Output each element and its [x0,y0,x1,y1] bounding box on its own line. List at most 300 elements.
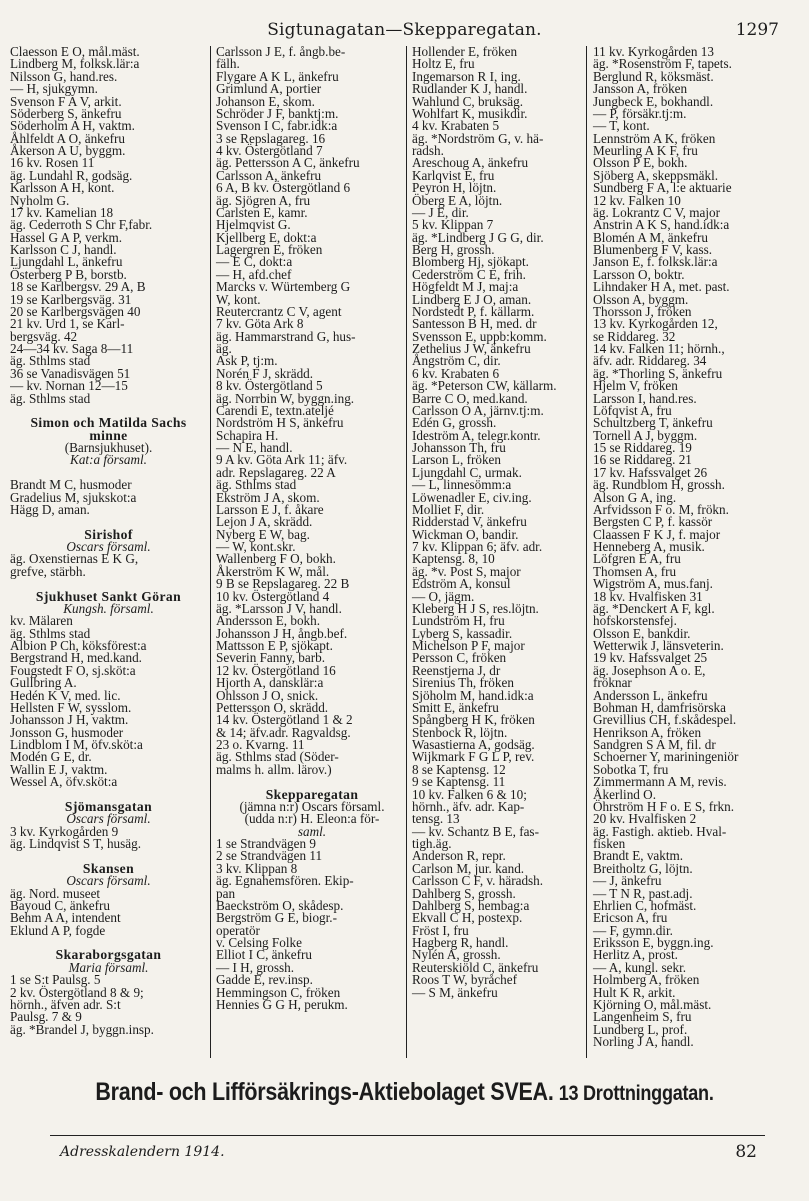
directory-entry: äg. *Thorling S, änkefru [593,365,723,381]
directory-entry: Grimlund A, portier [216,81,322,97]
directory-entry: Söderberg S, änkefru [10,105,122,121]
directory-columns [10,46,800,1058]
directory-entry: 12 kv. Falken 10 [593,192,681,208]
directory-entry: Oscars församl. [66,811,151,827]
directory-entry: Oscars församl. [66,873,151,889]
directory-entry: — E C, dokt:a [216,254,293,270]
directory-entry: Henrikson A, fröken [593,724,702,740]
directory-entry: Hjorth A, dansklär:a [216,675,324,691]
directory-entry: Wahlund C, bruksäg. [412,93,524,109]
directory-entry: Wetterwik J, länsveterin. [593,638,724,653]
directory-entry: — kv. Nornan 12—15 [10,378,128,394]
directory-entry: äg. Egnahemsfören. Ekip- [216,873,354,889]
directory-entry: Eklund A P, fogde [10,922,106,938]
section-heading: Simon och Matilda Sachs [30,415,187,431]
section-heading: Sjukhuset Sankt Göran [35,588,182,604]
directory-entry: 15 se Riddareg. 19 [593,440,692,455]
directory-entry: Söderholm A H, vaktm. [10,118,135,134]
directory-entry: 11 kv. Kyrkogården 13 [593,46,714,59]
directory-entry: äg. *Rosenström F, tapets. [593,56,732,72]
directory-entry: 24—34 kv. Saga 8—11 [10,341,134,356]
directory-entry: Högfeldt M J, maj:a [412,279,519,295]
directory-entry: äg. Sthlms stad (Söder- [216,749,339,765]
directory-entry: Löfqvist A, fru [593,402,672,418]
directory-entry: Larsson I, hand.res. [593,390,697,406]
directory-entry: Wijkmark F G L P, rev. [412,749,535,765]
directory-entry: 14 kv. Falken 11; hörnh., [593,341,725,356]
directory-entry: W, kont. [216,291,261,307]
directory-entry: Jungbeck E, bokhandl. [593,93,714,109]
directory-entry: Wallin E J, vaktm. [10,761,108,777]
directory-entry: Ehrlien C, hofmäst. [593,897,697,913]
directory-entry: Nordstedt P, f. källarm. [412,303,535,319]
directory-entry: Karlqvist E, fru [412,167,495,183]
directory-entry: Gradelius M, sjukskot:a [10,489,137,505]
directory-entry: kv. Mälaren [10,613,73,629]
directory-entry: Wigström A, mus.fanj. [593,576,713,592]
directory-entry: 20 kv. Hvalfisken 2 [593,811,697,827]
directory-entry: Lundberg L, prof. [593,1021,688,1037]
directory-entry: Öberg E A, löjtn. [412,192,503,208]
directory-entry: Baeckström O, skådesp. [216,897,344,913]
directory-entry: Spångberg H K, fröken [412,712,535,728]
directory-entry: Åkerström K W, mål. [216,563,330,579]
directory-entry: Cederström C E, frih. [412,266,526,282]
directory-entry: Smitt E, änkefru [412,699,499,715]
directory-entry: Kjörning O, mål.mäst. [593,996,712,1012]
directory-entry: Sundberg F A, l:e aktuarie [593,180,732,196]
directory-entry: Åkerson A U, byggm. [10,143,126,158]
directory-entry: Svenson I C, fabr.idk:a [216,118,338,134]
directory-entry: 8 kv. Östergötland 5 [216,378,323,394]
directory-entry: Langenheim S, fru [593,1009,692,1025]
directory-entry: äg. Sthlms stad [10,625,91,641]
directory-entry: Hennies G G H, perukm. [216,996,348,1012]
directory-entry: Breitholtz G, löjtn. [593,860,693,876]
directory-entry: 20 se Karlbergsvägen 40 [10,303,141,319]
banner-company: Brand- och Lifförsäkrings-Aktiebolaget SVEA. [95,1078,554,1106]
directory-entry: Tornell A J, byggm. [593,427,698,443]
directory-entry: tigh.äg. [412,836,452,851]
directory-entry: äg. Sthlms stad [10,390,91,406]
directory-entry: äg. Sjögren A, fru [216,192,311,208]
directory-entry: — O, jägm. [412,588,475,604]
directory-entry: Gullbring A. [10,675,77,691]
directory-entry: 2 se Strandvägen 11 [216,848,323,864]
directory-entry: Edström A, konsul [412,576,511,592]
directory-entry: Meurling A K F, fru [593,143,698,158]
directory-entry: Larsson O, boktr. [593,266,685,282]
directory-entry: 4 kv. Krabaten 5 [412,118,500,134]
directory-entry: — W, kont.skr. [216,539,296,554]
directory-entry: äg. Hammarstrand G, hus- [216,328,356,344]
directory-entry: se Riddareg. 32 [593,328,676,344]
directory-entry: Lagergren E, fröken [216,242,323,257]
directory-entry: Hedén K V, med. lic. [10,687,121,703]
directory-entry: Bergstrand H, med.kand. [10,650,142,666]
directory-entry: Bergström G E, biogr.- [216,910,337,926]
directory-entry: Molliet F, dir. [412,501,485,517]
directory-entry: hörnh., äfven adr. S:t [10,996,121,1012]
directory-entry: hofskorstensfej. [593,613,677,629]
directory-entry: Ohlsson J O, snick. [216,687,319,703]
directory-entry: Areschoug A, änkefru [412,155,529,171]
directory-entry: äg. Fastigh. aktieb. Hval- [593,823,727,839]
directory-entry: Svensson E, uppb:komm. [412,328,547,344]
directory-entry: 6 kv. Krabaten 6 [412,365,500,381]
directory-entry: v. Celsing Folke [216,935,302,950]
footer-sheet-number: 82 [735,1142,757,1162]
directory-entry: Anderson R, repr. [412,848,506,864]
directory-entry: äg. Cederroth S Chr F,fabr. [10,217,153,233]
directory-entry: Gadde E, rev.insp. [216,972,313,988]
directory-entry: Blomberg Hj, sjökapt. [412,254,529,270]
directory-entry: pan [216,885,236,901]
directory-entry: Nilsson G, hand.res. [10,68,118,84]
directory-entry: — J, änkefru [593,873,662,889]
directory-entry: Hjelm V, fröken [593,378,678,394]
directory-entry: Eriksson E, byggn.ing. [593,935,714,950]
directory-entry: 2 kv. Östergötland 8 & 9; [10,984,144,1000]
directory-entry: 16 kv. Rosen 11 [10,155,95,171]
directory-entry: Jonsson G, husmoder [10,724,124,740]
directory-entry: äg. [216,341,232,356]
directory-entry: 17 kv. Hafssvalget 26 [593,464,708,480]
directory-entry: Larson L, fröken [412,452,501,468]
directory-entry: Oscars församl. [66,539,151,554]
directory-entry: grefve, stärbh. [10,563,86,579]
directory-entry: Lundström H, fru [412,613,505,629]
directory-entry: 18 kv. Hvalfisken 31 [593,588,703,604]
section-heading: Skepparegatan [265,786,359,802]
directory-entry: Kjellberg E, dokt:a [216,229,317,245]
directory-entry: Brandt M C, husmoder [10,477,132,493]
directory-entry: — T, kont. [593,118,650,134]
directory-entry: Flygare A K L, änkefru [216,68,339,84]
directory-entry: Svenson F A V, arkit. [10,93,122,109]
directory-entry: Edén G, grossh. [412,415,497,431]
directory-entry: Löfgren E A, fru [593,551,681,567]
directory-entry: Ljungdahl L, änkefru [10,254,123,270]
directory-entry: tensg. 13 [412,811,460,827]
directory-entry: Barre C O, med.kand. [412,390,528,406]
directory-entry: äg. Nord. museet [10,885,101,901]
footer-publication: Adresskalendern 1914. [60,1144,225,1160]
directory-entry: Hagberg R, handl. [412,935,509,950]
directory-entry: Michelson P F, major [412,638,525,653]
directory-entry: Holmberg A, fröken [593,972,700,988]
directory-entry: Fougstedt F O, sj.sköt:a [10,662,136,678]
directory-entry: (Barnsjukhuset). [64,440,153,455]
directory-entry: 10 kv. Östergötland 4 [216,588,330,604]
directory-entry: (udda n:r) H. Eleon:a för- [244,811,380,827]
directory-entry: Carendi E, textn.ateljé [216,402,334,418]
directory-entry: Olsson P E, bokh. [593,155,688,171]
section-heading: Skansen [82,860,135,876]
directory-entry: malms h. allm. lärov.) [216,761,332,777]
banner-address: 13 Drottninggatan. [558,1082,714,1105]
directory-entry: Holtz E, fru [412,56,475,72]
directory-entry: Ekvall C H, postexp. [412,910,523,926]
directory-entry: fröknar [593,675,632,691]
directory-entry: äg. *Nordström G, v. hä- [412,130,544,146]
directory-entry: Persson C, fröken [412,650,507,666]
directory-entry: Bayoud C, änkefru [10,897,110,913]
directory-entry: Wickman O, bandir. [412,526,519,542]
directory-entry: Kleberg H J S, res.löjtn. [412,600,539,616]
directory-entry: Kaptensg. 8, 10 [412,551,495,567]
section-heading: Skaraborgsgatan [55,947,162,963]
directory-entry: 1 se S:t Paulsg. 5 [10,972,101,988]
directory-entry: Schröder J F, banktj:m. [216,105,339,121]
directory-entry: Johanson E, skom. [216,93,315,109]
directory-entry: Johansson J H, vaktm. [10,712,129,728]
directory-entry: 13 kv. Kyrkogården 12, [593,316,718,332]
directory-entry: Alson G A, ing. [593,489,677,505]
directory-entry: Hollender E, fröken [412,46,518,59]
directory-entry: Carlsson C F, v. häradsh. [412,873,544,889]
directory-entry: fisken [593,836,626,851]
directory-entry: Åkerlind O. [593,786,656,802]
directory-entry: Modén G E, dr. [10,749,92,765]
directory-entry: Nyberg E W, bag. [216,526,310,542]
directory-entry: Lyberg S, kassadir. [412,625,513,641]
directory-entry: 9 se Kaptensg. 11 [412,774,506,790]
directory-entry: Ridderstad V, änkefru [412,514,527,530]
directory-entry: Lindberg M, folksk.lär:a [10,56,140,72]
directory-entry: Albion P Ch, köksförest:a [10,638,147,653]
directory-entry: Severin Fanny, barb. [216,650,326,666]
directory-entry: Hellsten F W, sysslom. [10,699,132,715]
directory-entry: äg. *Larsson J V, handl. [216,600,342,616]
directory-entry: Elliot I C, änkefru [216,947,312,963]
directory-entry: Wohlfart K, musikdir. [412,105,528,121]
directory-entry: Dahlberg S, grossh. [412,885,516,901]
directory-entry: Claassen F K J, f. major [593,526,721,542]
directory-entry: Åhlfeldt A O, änkefru [10,130,125,146]
directory-entry: Berg H, grossh. [412,242,495,257]
directory-entry: Zethelius J W, änkefru [412,341,531,356]
directory-entry: Karlsson C J, handl. [10,242,117,257]
directory-entry: Janson E, f. folksk.lär:a [593,254,718,270]
directory-entry: Nyholm G. [10,192,70,208]
directory-entry: Sjöberg A, skeppsmäkl. [593,167,719,183]
directory-entry: Ericson A, fru [593,910,668,926]
directory-entry: Norling J A, handl. [593,1034,694,1049]
directory-entry: 12 kv. Östergötland 16 [216,662,336,678]
directory-entry: bergsväg. 42 [10,328,78,344]
directory-entry: 5 kv. Klippan 7 [412,217,494,233]
directory-entry: — A, kungl. sekr. [593,959,687,975]
directory-entry: Sandgren S A M, fil. dr [593,737,716,752]
directory-entry: adr. Repslagareg. 22 A [216,464,336,480]
directory-entry: Bohman H, damfrisörska [593,699,726,715]
directory-entry: Ekström J A, skom. [216,489,320,505]
column-1 [10,46,207,1058]
directory-entry: 14 kv. Östergötland 1 & 2 [216,712,353,728]
directory-entry: Fröst I, fru [412,922,469,938]
directory-entry: Schoerner Y, mariningeniör [593,749,739,765]
directory-entry: Grevillius CH, f.skådespel. [593,712,737,728]
directory-entry: Blumenberg F V, kass. [593,242,713,257]
directory-entry: — H, sjukgymn. [10,81,98,97]
directory-entry: Thorsson J, fröken [593,303,692,319]
directory-entry: 4 kv. Östergötland 7 [216,143,323,158]
directory-entry: äg. Pettersson A C, änkefru [216,155,360,171]
directory-entry: Stenbock R, löjtn. [412,724,508,740]
directory-entry: äg. Lindqvist S T, husäg. [10,836,142,851]
directory-entry: Lindberg E J O, aman. [412,291,532,307]
directory-entry: Ångström C, dir. [412,353,501,369]
directory-entry: 9 B se Repslagareg. 22 B [216,576,350,592]
directory-entry: Carlsson A, änkefru [216,167,322,183]
directory-entry: Österberg P B, borstb. [10,266,127,282]
directory-entry: 10 kv. Falken 6 & 10; [412,786,527,802]
directory-entry: Pettersson O, skrädd. [216,699,329,715]
directory-entry: Schultzberg T, änkefru [593,415,713,431]
directory-entry: Hjelmqvist G. [216,217,291,233]
directory-entry: Herlitz A, prost. [593,947,678,963]
column-4 [586,46,801,1058]
page-footer [50,1135,765,1166]
directory-entry: Norén F J, skrädd. [216,365,314,381]
directory-entry: äg. Norrbin W, byggn.ing. [216,390,355,406]
directory-entry: Lennström A K, fröken [593,130,716,146]
directory-entry: Dahlberg S, hembag:a [412,897,530,913]
directory-entry: — kv. Schantz B E, fas- [412,823,539,839]
column-3 [406,46,588,1058]
directory-entry: Arfvidsson F o. M, frökn. [593,501,729,517]
directory-entry: Hägg D, aman. [10,501,90,517]
directory-entry: Reenstjerna J, dr [412,662,501,678]
directory-entry: Wallenberg F O, bokh. [216,551,336,567]
directory-entry: Schapira H. [216,427,279,443]
directory-entry: Olsson E, bankdir. [593,625,691,641]
directory-entry: 7 kv. Göta Ark 8 [216,316,304,332]
directory-entry: Rudlander K J, handl. [412,81,528,97]
directory-entry: — F, gymn.dir. [593,922,673,938]
directory-entry: äg. *Brandel J, byggn.insp. [10,1021,154,1037]
directory-entry: Henneberg A, musik. [593,539,705,554]
directory-entry: Ljungdahl C, urmak. [412,464,522,480]
directory-entry: äg. Sthlms stad [216,477,297,493]
directory-entry: Nylén A, grossh. [412,947,501,963]
directory-entry: äg. *Peterson CW, källarm. [412,378,557,394]
directory-entry: Blomén A M, änkefru [593,229,709,245]
directory-entry: hörnh., äfv. adr. Kap- [412,798,525,814]
directory-entry: äg. Josephson A o. E, [593,662,706,678]
directory-entry: — I H, grossh. [216,959,295,975]
directory-entry: Lejon J A, skrädd. [216,514,313,530]
directory-entry: Bergsten C P, f. kassör [593,514,713,530]
directory-entry: Carlsson J E, f. ångb.be- [216,46,346,59]
directory-entry: äg. *v. Post S, major [412,563,521,579]
page-header [0,18,809,46]
directory-entry: Claesson E O, mål.mäst. [10,46,140,59]
directory-entry: Zimmermann A M, revis. [593,774,727,790]
section-heading: Sjömansgatan [64,798,153,814]
directory-entry: 36 se Vanadisvägen 51 [10,365,131,381]
directory-entry: Ask P, tj:m. [216,353,278,369]
directory-entry: äg. *Denckert A F, kgl. [593,600,715,616]
directory-entry: Andersson E, bokh. [216,613,321,629]
directory-entry: Brandt E, vaktm. [593,848,684,864]
directory-entry: Johansson J H, ångb.bef. [216,625,348,641]
directory-entry: — S M, änkefru [412,984,498,1000]
directory-entry: Kungsh. församl. [63,600,154,616]
directory-entry: Sirenius Th, fröken [412,675,514,691]
directory-entry: operatör [216,922,260,938]
directory-entry: saml. [297,823,327,839]
directory-entry: äg. Lokrantz C V, major [593,204,720,220]
directory-entry: Wasastierna A, godsäg. [412,737,535,752]
directory-entry: 6 A, B kv. Östergötland 6 [216,180,351,196]
directory-entry: radsh. [412,143,444,158]
directory-entry: Thomsen A, fru [593,563,677,579]
directory-entry: Santesson B H, med. dr [412,316,537,332]
directory-entry: 18 se Karlbergsv. 29 A, B [10,279,146,295]
directory-entry: Anstrin A K S, hand.idk:a [593,217,730,233]
directory-entry: 9 A kv. Göta Ark 11; äfv. [216,452,348,468]
directory-entry: äg. Rundblom H, grossh. [593,477,725,493]
directory-entry: Behm A A, intendent [10,910,121,926]
directory-entry: — H, afd.chef [216,266,292,282]
directory-entry: 3 kv. Klippan 8 [216,860,298,876]
directory-entry: Karlsson A H, kont. [10,180,115,196]
directory-entry: äfv. adr. Riddareg. 34 [593,353,707,369]
directory-entry: Reuterskiöld C, änkefru [412,959,539,975]
directory-entry: 21 kv. Urd 1, se Karl- [10,316,125,332]
directory-entry: & 14; äfv.adr. Ragvaldsg. [216,724,351,740]
directory-entry: 3 se Repslagareg. 16 [216,130,326,146]
section-heading: Sirishof [84,526,133,542]
directory-entry: äg. Sthlms stad [10,353,91,369]
directory-entry: — L, linnesömm:a [412,477,512,493]
directory-entry: 16 se Riddareg. 21 [593,452,692,468]
directory-entry: Lihndaker H A, met. past. [593,279,730,295]
section-heading: minne [89,427,128,443]
directory-entry: — P, försäkr.tj:m. [593,105,687,121]
directory-entry: 23 o. Kvarng. 11 [216,737,305,752]
directory-entry: Ideström A, telegr.kontr. [412,427,541,443]
directory-entry: Ingemarson R I, ing. [412,68,521,84]
directory-entry: Jansson A, fröken [593,81,688,97]
directory-entry: äg. Lundahl R, godsäg. [10,167,133,183]
directory-entry: 7 kv. Klippan 6; äfv. adr. [412,539,543,554]
advertisement-banner [57,1078,753,1107]
directory-entry: Löwenadler E, civ.ing. [412,489,532,505]
street-range-title: Sigtunagatan—Skepparegatan. [267,20,542,40]
directory-entry: 19 kv. Hafssvalget 25 [593,650,708,666]
directory-entry: Wessel A, öfv.sköt:a [10,774,118,790]
directory-entry: Sobotka T, fru [593,761,669,777]
directory-entry: Berglund R, köksmäst. [593,68,714,84]
directory-entry: Kat:a församl. [70,452,147,468]
directory-entry: äg. *Lindberg J G G, dir. [412,229,544,245]
directory-entry: Larsson E J, f. åkare [216,501,324,517]
directory-entry: 17 kv. Kamelian 18 [10,204,114,220]
directory-entry: Hemmingson C, fröken [216,984,341,1000]
directory-entry: Hassel G A P, verkm. [10,229,123,245]
directory-entry: Hult K R, arkit. [593,984,676,1000]
directory-entry: Marcks v. Würtemberg G [216,279,351,295]
directory-entry: Peyron H, löjtn. [412,180,497,196]
page-number: 1297 [735,20,779,40]
directory-entry: Maria församl. [68,959,149,975]
directory-entry: — N E, handl. [216,440,293,455]
directory-entry: — J E, dir. [412,204,469,220]
directory-entry: Paulsg. 7 & 9 [10,1009,82,1025]
